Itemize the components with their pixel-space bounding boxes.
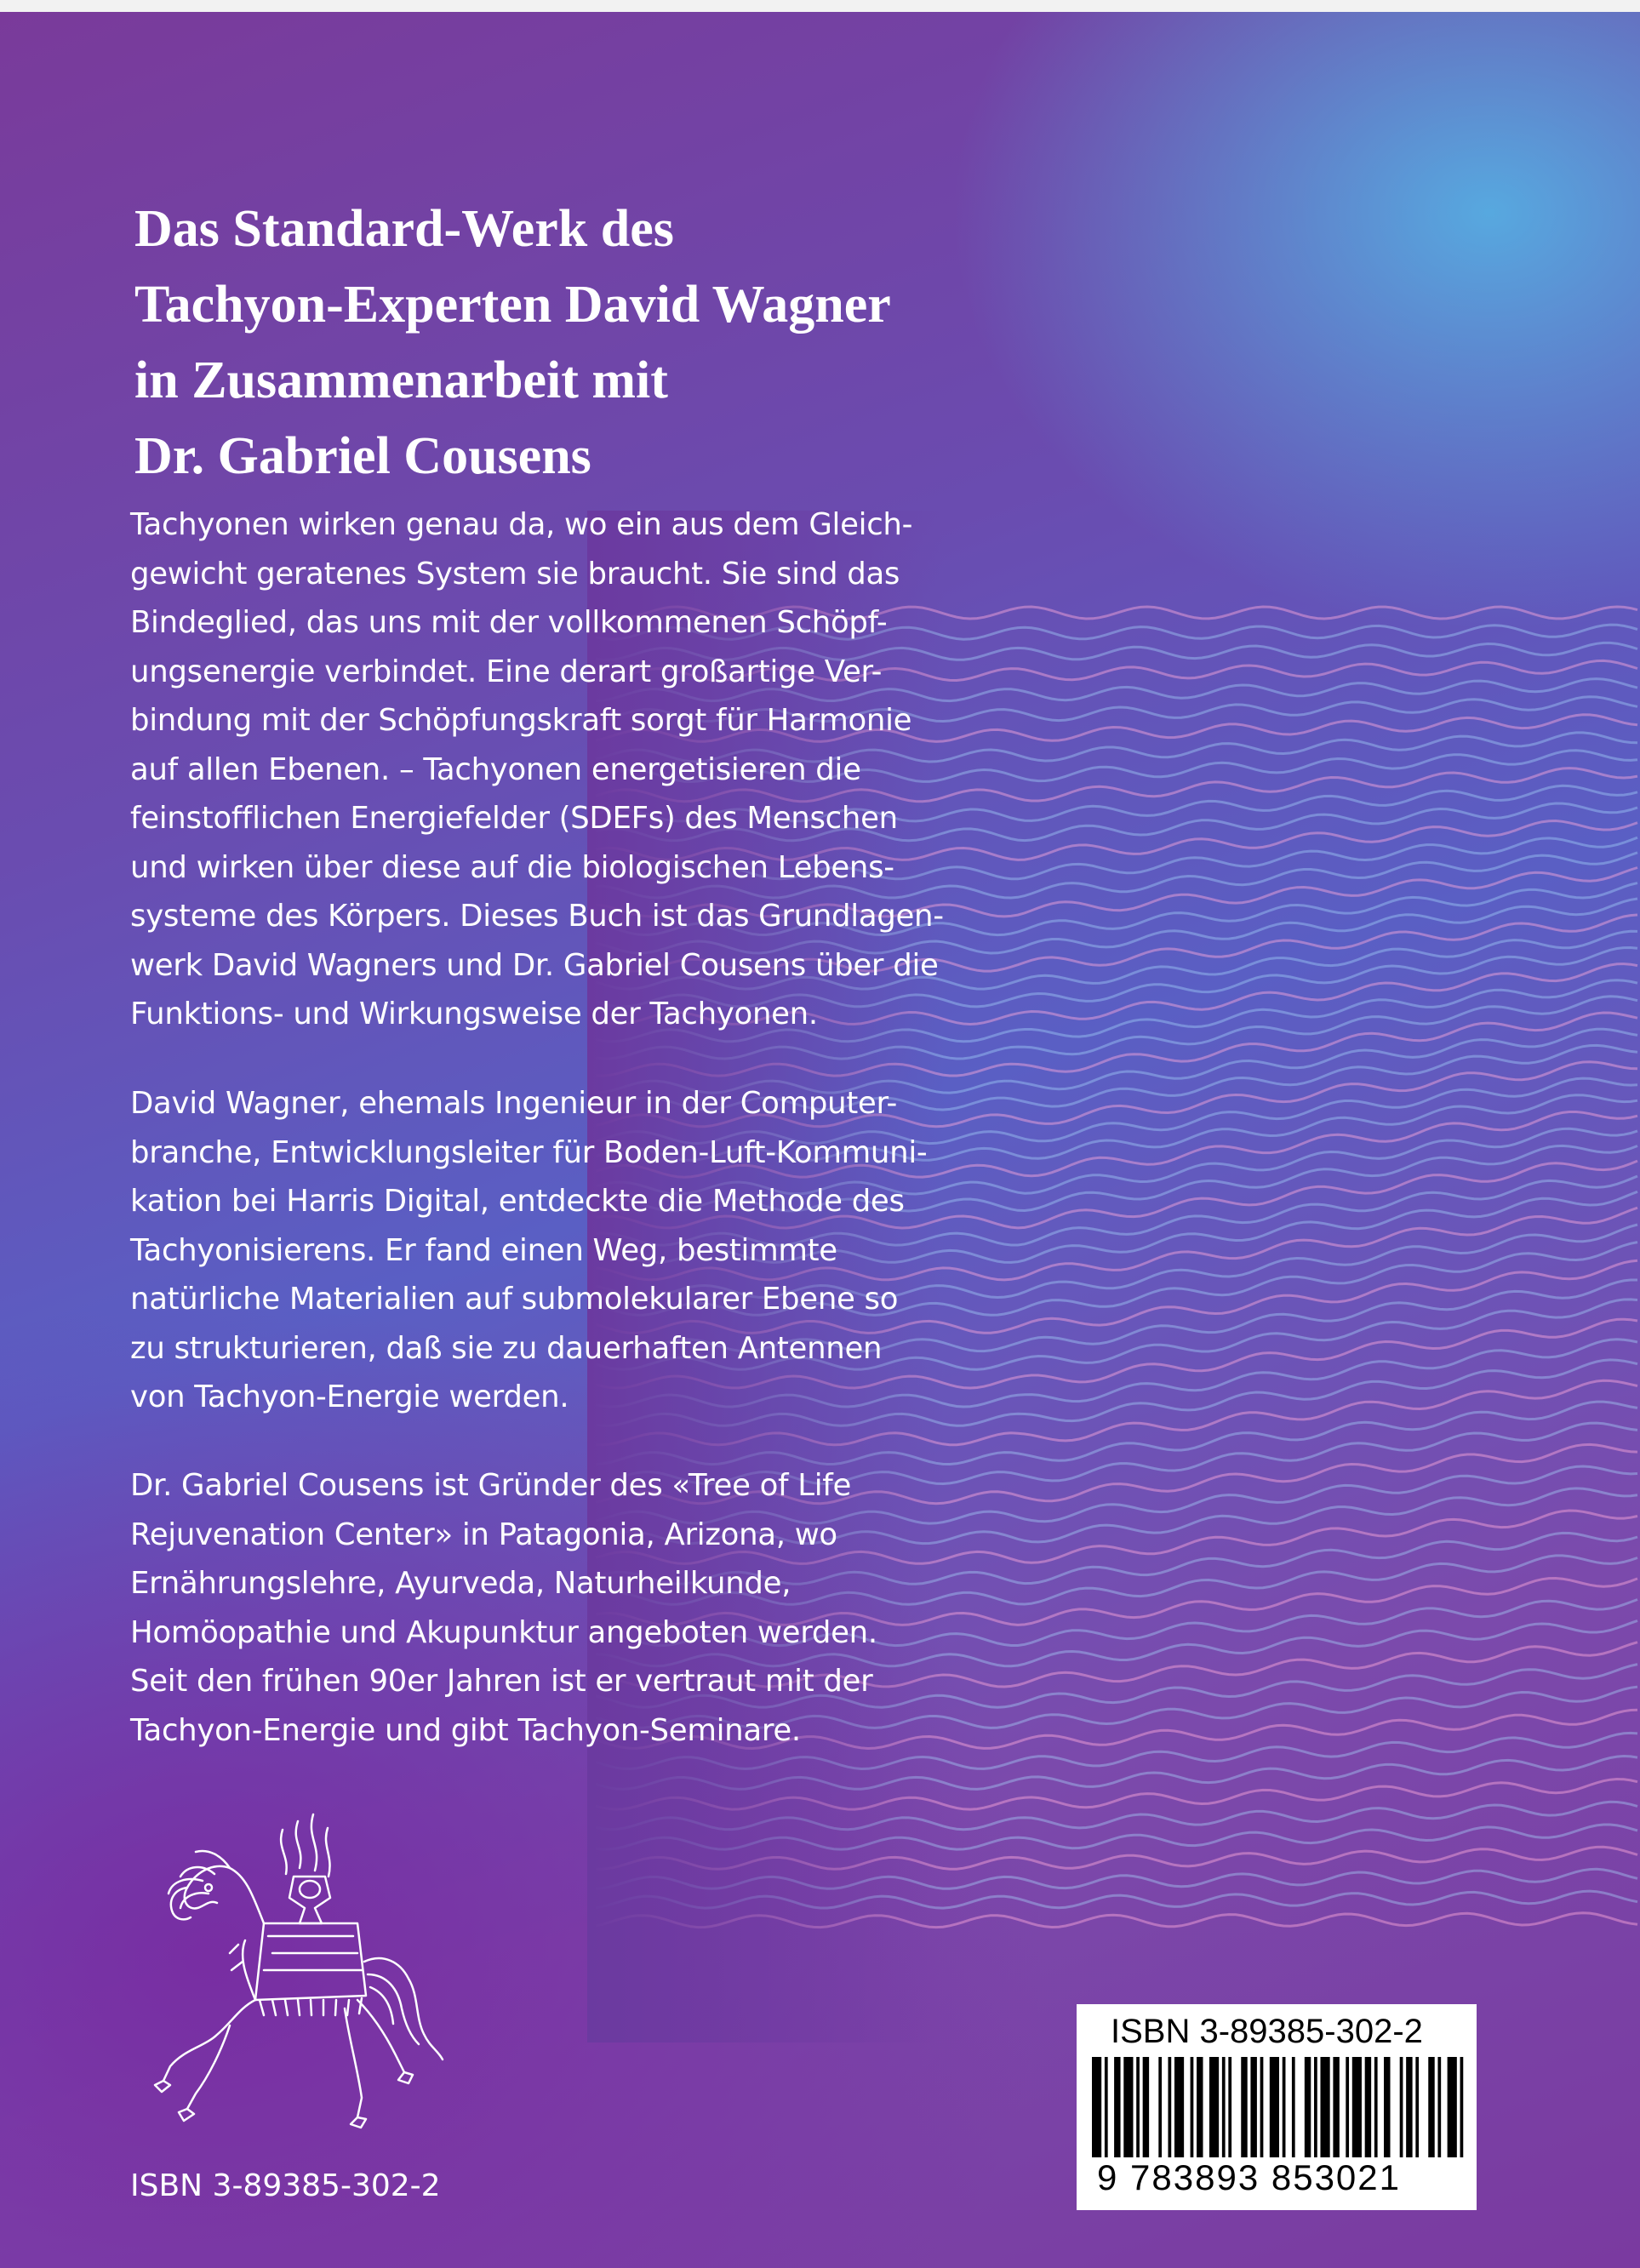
barcode-bar xyxy=(1460,2057,1464,2168)
paragraph-gabriel-cousens xyxy=(130,1461,1058,1755)
barcode-bar xyxy=(1448,2057,1457,2168)
barcode-bar xyxy=(1333,2057,1339,2168)
barcode-icon xyxy=(1092,2057,1466,2168)
barcode-bar xyxy=(1428,2057,1434,2168)
text-line: werk David Wagners und Dr. Gabriel Cousens über die xyxy=(130,947,939,983)
headline xyxy=(134,191,1241,494)
text-line: kation bei Harris Digital, entdeckte die Methode des xyxy=(130,1184,905,1219)
text-line: Dr. Gabriel Cousens ist Gründer des «Tree of Life xyxy=(130,1468,851,1503)
barcode-bar xyxy=(1260,2057,1264,2168)
text-line: zu strukturieren, daß sie zu dauerhaften Antennen xyxy=(130,1330,883,1366)
barcode-bar xyxy=(1406,2057,1412,2168)
barcode-digits: 9 783893 853021 xyxy=(1092,2157,1471,2198)
headline-line: in Zusammenarbeit mit xyxy=(134,351,668,409)
text-line: Homöopathie und Akupunktur angeboten werden. xyxy=(130,1614,877,1650)
barcode-bar xyxy=(1241,2057,1247,2168)
text-line: Funktions- und Wirkungsweise der Tachyonen. xyxy=(130,997,818,1031)
barcode-bar xyxy=(1374,2057,1378,2168)
barcode-bar xyxy=(1222,2057,1226,2168)
barcode-bar xyxy=(1352,2057,1362,2168)
text-line: David Wagner, ehemals Ingenieur in der Computer- xyxy=(130,1086,898,1121)
text-line: natürliche Materialien auf submolekularer Ebene so xyxy=(130,1282,899,1317)
barcode-bar xyxy=(1143,2057,1149,2168)
barcode-bar xyxy=(1415,2057,1419,2168)
barcode-bar xyxy=(1209,2057,1219,2168)
headline-line: Das Standard-Werk des xyxy=(134,200,674,258)
barcode-bar xyxy=(1114,2057,1120,2168)
text-line: branche, Entwicklungsleiter für Boden-Luft-Kommuni- xyxy=(130,1134,928,1170)
barcode-bar xyxy=(1270,2057,1279,2168)
text-line: auf allen Ebenen. – Tachyonen energetisieren die xyxy=(130,751,861,787)
paragraph-tachyonen xyxy=(130,500,1058,1039)
barcode-isbn-text: ISBN 3-89385-302-2 xyxy=(1111,2013,1423,2050)
barcode-bar xyxy=(1228,2057,1231,2168)
text-line: Tachyon-Energie und gibt Tachyon-Seminare. xyxy=(130,1712,801,1748)
text-line: und wirken über diese auf die biologischen Lebens- xyxy=(130,849,894,885)
barcode-bar xyxy=(1437,2057,1441,2168)
barcode-bar xyxy=(1136,2057,1140,2168)
barcode-bar xyxy=(1400,2057,1403,2168)
barcode-bar xyxy=(1292,2057,1295,2168)
isbn-text: ISBN 3-89385-302-2 xyxy=(130,2168,441,2203)
barcode-bar xyxy=(1105,2057,1108,2168)
barcode-bar xyxy=(1320,2057,1329,2168)
headline-line: Dr. Gabriel Cousens xyxy=(134,427,591,485)
text-line: Rejuvenation Center» in Patagonia, Arizona, wo xyxy=(130,1517,837,1552)
text-line: von Tachyon-Energie werden. xyxy=(130,1380,569,1414)
text-line: Tachyonisierens. Er fand einen Weg, bestimmte xyxy=(130,1232,837,1268)
text-line: ungsenergie verbindet. Eine derart großartige Ver- xyxy=(130,654,883,689)
barcode-bar xyxy=(1197,2057,1203,2168)
text-line: Tachyonen wirken genau da, wo ein aus dem Gleich- xyxy=(130,507,913,542)
barcode-label xyxy=(1077,2004,1477,2210)
text-line: gewicht geratenes System sie braucht. Sie sind das xyxy=(130,556,900,591)
barcode-bar xyxy=(1384,2057,1390,2168)
barcode-bar xyxy=(1346,2057,1349,2168)
barcode-bar xyxy=(1250,2057,1256,2168)
text-line: Seit den frühen 90er Jahren ist er vertraut mit der xyxy=(130,1664,873,1699)
barcode-bar xyxy=(1191,2057,1194,2168)
text-line: bindung mit der Schöpfungskraft sorgt für Harmonie xyxy=(130,703,912,738)
text-line: Ernährungslehre, Ayurveda, Naturheilkunde, xyxy=(130,1566,791,1601)
barcode-bar xyxy=(1305,2057,1311,2168)
paragraph-david-wagner xyxy=(130,1079,1058,1422)
barcode-bar xyxy=(1174,2057,1184,2168)
barcode-bar xyxy=(1158,2057,1162,2168)
text-line: systeme des Körpers. Dieses Buch ist das Grundlagen- xyxy=(130,899,944,934)
headline-line: Tachyon-Experten David Wagner xyxy=(134,276,891,334)
text-line: feinstofflichen Energiefelder (SDEFs) des Menschen xyxy=(130,801,898,836)
barcode-bar xyxy=(1314,2057,1317,2168)
barcode-bar xyxy=(1168,2057,1171,2168)
horse-logo-icon xyxy=(102,1796,460,2153)
barcode-bar xyxy=(1283,2057,1286,2168)
barcode-bar xyxy=(1365,2057,1371,2168)
barcode-bar xyxy=(1092,2057,1101,2168)
text-line: Bindeglied, das uns mit der vollkommenen Schöpf- xyxy=(130,605,888,640)
barcode-bar xyxy=(1123,2057,1133,2168)
